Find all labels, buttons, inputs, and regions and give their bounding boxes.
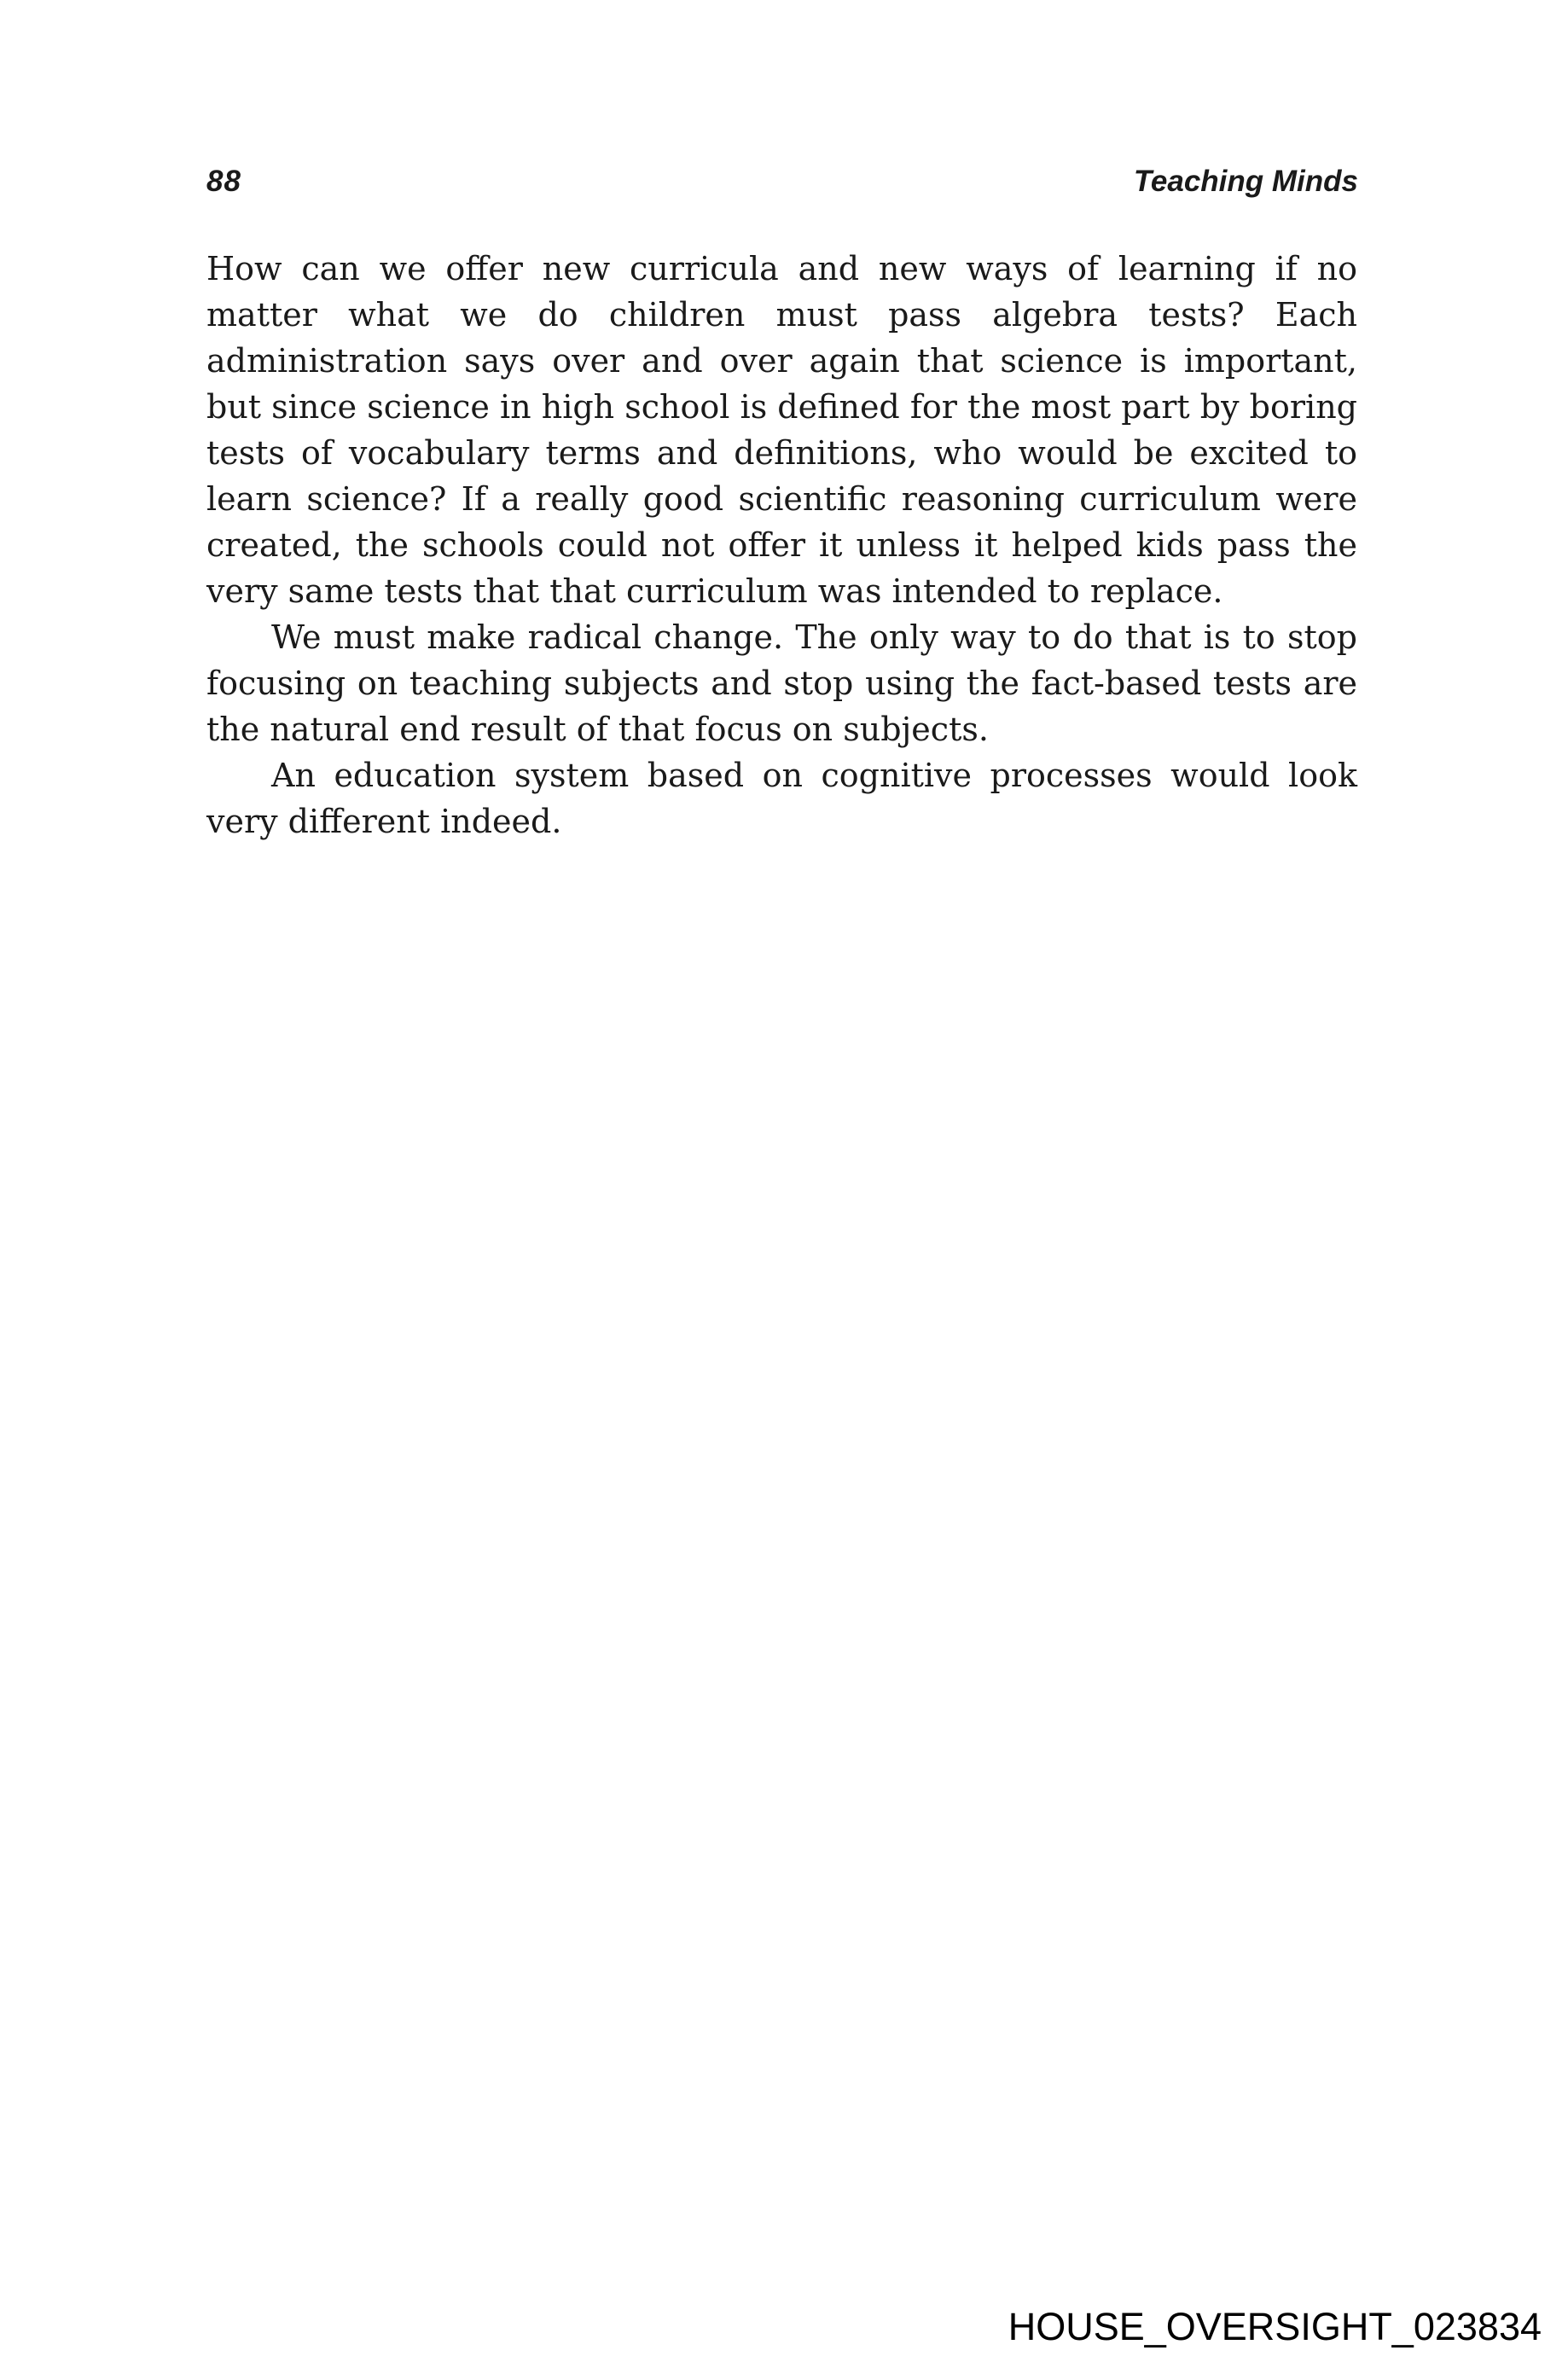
book-title: Teaching Minds bbox=[1133, 165, 1358, 198]
page-number: 88 bbox=[206, 165, 241, 198]
paragraph-3: An education system based on cognitive processes would look very different indeed. bbox=[206, 757, 1357, 840]
running-head bbox=[206, 156, 1358, 207]
paragraph-1: How can we offer new curricula and new ways of learning if no matter what we do children must pass algebra tests? Each administration says over and over again that science is important, but since science in high school is defined for the most part by boring tests of vocabulary terms and definitions, who would be excited to learn science? If a really good scientific reasoning curriculum were created, the schools could not offer it unless it helped kids pass the very same tests that that curriculum was intended to replace. bbox=[206, 250, 1357, 610]
paragraph-2: We must make radical change. The only way to do that is to stop focusing on teaching subjects and stop using the fact-based tests are the natural end result of that focus on subjects. bbox=[206, 618, 1357, 748]
body-text bbox=[206, 246, 1357, 844]
bates-stamp: HOUSE_OVERSIGHT_023834 bbox=[1008, 2305, 1542, 2348]
